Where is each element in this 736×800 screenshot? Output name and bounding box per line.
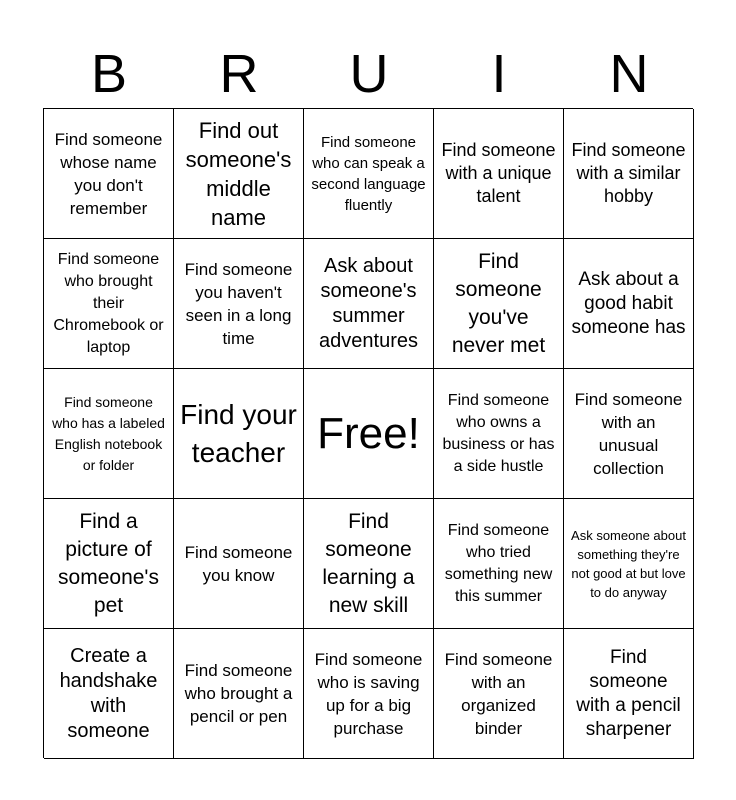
bingo-cell[interactable] [44,499,174,629]
bingo-cell[interactable] [44,369,174,499]
cell-text: Find someone with an organized binder [444,649,553,738]
cell-text: Find out someone's middle name [185,117,292,230]
cell-text: Find someone who tried something new this summer [444,521,553,605]
cell-text: Find someone learning a new skill [322,509,415,617]
bingo-cell[interactable] [304,109,434,239]
bingo-cell[interactable] [434,499,564,629]
header-letter-u: U [349,44,389,104]
cell-text: Find someone who owns a business or has a side hustle [442,391,555,475]
cell-text: Find a picture of someone's pet [58,509,159,617]
cell-text: Find someone who brought their Chromebook or laptop [53,250,164,356]
cell-text: Ask about someone's summer adventures [319,254,418,352]
header-letter-n: N [609,44,649,104]
bingo-cell[interactable] [564,369,694,499]
cell-text: Find someone who is saving up for a big purchase [314,649,423,738]
header-letter-i: I [491,44,507,104]
bingo-cell[interactable] [174,629,304,759]
cell-text: Find someone who can speak a second language fluently [311,133,426,214]
free-space[interactable] [304,369,434,499]
cell-text: Find someone with a pencil sharpener [576,646,681,740]
cell-text: Find someone you haven't seen in a long time [184,259,293,348]
bingo-cell[interactable] [174,369,304,499]
cell-text: Ask someone about something they're not good at but love to do anyway [571,527,686,600]
bingo-cell[interactable] [44,239,174,369]
bingo-cell[interactable] [304,239,434,369]
bingo-cell[interactable] [564,109,694,239]
cell-text: Find someone with a similar hobby [571,140,686,206]
bingo-cell[interactable] [174,109,304,239]
bingo-header [44,40,694,108]
cell-text: Find someone you've never met [451,249,546,357]
bingo-board [43,108,693,758]
header-letter-b: B [90,44,128,104]
cell-text: Find someone with a unique talent [441,140,556,206]
bingo-cell[interactable] [434,629,564,759]
cell-text: Find someone you know [184,542,293,585]
header-letter-r: R [219,44,259,104]
bingo-cell[interactable] [564,239,694,369]
cell-text: Create a handshake with someone [59,644,158,742]
cell-text: Free! [317,408,420,458]
bingo-cell[interactable] [434,239,564,369]
bingo-cell[interactable] [304,499,434,629]
cell-text: Find someone whose name you don't remember [54,129,163,218]
bingo-cell[interactable] [434,109,564,239]
bingo-cell[interactable] [434,369,564,499]
bingo-cell[interactable] [44,629,174,759]
bingo-cell[interactable] [174,239,304,369]
cell-text: Find someone who has a labeled English notebook or folder [52,393,165,473]
cell-text: Ask about a good habit someone has [571,268,686,338]
bingo-cell[interactable] [564,629,694,759]
cell-text: Find someone with an unusual collection [574,389,683,478]
bingo-cell[interactable] [304,629,434,759]
bingo-cell[interactable] [564,499,694,629]
cell-text: Find someone who brought a pencil or pen [184,661,293,726]
bingo-cell[interactable] [174,499,304,629]
bingo-cell[interactable] [44,109,174,239]
cell-text: Find your teacher [180,398,297,468]
